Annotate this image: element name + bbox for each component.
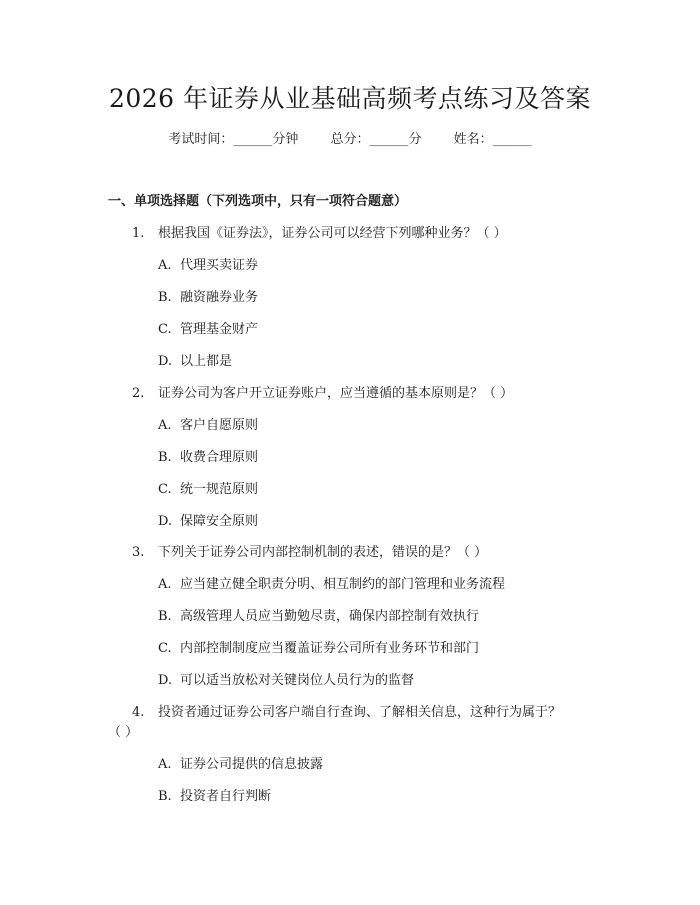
page-title: 2026 年证券从业基础高频考点练习及答案 [108,84,592,113]
question-stem: 证券公司为客户开立证券账户，应当遵循的基本原则是？（ ） [158,386,514,401]
question-number: 4. [132,705,145,720]
option-letter: C. [158,482,172,497]
option-text: 管理基金财产 [180,322,259,337]
option-text: 客户自愿原则 [180,418,259,433]
option-letter: A. [158,577,172,592]
option-text: 收费合理原则 [180,450,259,465]
question-number: 1. [132,226,145,241]
name-field: 姓名：______ [453,132,532,147]
question-1-option-c [158,320,258,340]
option-text: 统一规范原则 [180,482,259,497]
option-letter: B. [158,789,172,804]
option-letter: D. [158,514,173,529]
question-number: 2. [132,386,145,401]
option-text: 应当建立健全职责分明、相互制约的部门管理和业务流程 [180,577,506,592]
exam-meta [0,130,700,150]
question-1-option-a [158,256,258,276]
option-text: 保障安全原则 [180,514,259,529]
question-stem: 下列关于证券公司内部控制机制的表述，错误的是？（ ） [158,545,488,560]
option-letter: A. [158,418,172,433]
option-letter: B. [158,609,172,624]
question-1-option-d [158,352,232,372]
question-4-option-a [158,755,323,775]
question-2-option-c [158,480,258,500]
question-2-option-b [158,448,258,468]
question-3-option-d [158,671,414,691]
option-letter: B. [158,450,172,465]
question-2-option-a [158,416,258,436]
option-text: 可以适当放松对关键岗位人员行为的监督 [180,673,415,688]
question-4-stem-wrap: （ ） [108,725,139,740]
option-letter: B. [158,290,172,305]
option-text: 证券公司提供的信息披露 [180,757,324,772]
question-3-option-a [158,575,505,595]
option-letter: D. [158,354,173,369]
option-letter: A. [158,258,172,273]
question-number: 3. [132,545,145,560]
question-stem: 投资者通过证券公司客户端自行查询、了解相关信息，这种行为属于？ [158,705,562,720]
question-4-option-b [158,787,271,807]
option-letter: D. [158,673,173,688]
total-score-field: 总分：______分 [330,132,422,147]
option-letter: C. [158,641,172,656]
option-text: 内部控制制度应当覆盖证券公司所有业务环节和部门 [180,641,480,656]
exam-time-field: 考试时间：______分钟 [168,132,299,147]
question-2-option-d [158,512,258,532]
option-text: 投资者自行判断 [180,789,272,804]
question-3-option-b [158,607,479,627]
question-stem: 根据我国《证券法》，证券公司可以经营下列哪种业务？（ ） [158,226,507,241]
option-text: 以上都是 [180,354,233,369]
section-heading: 一、单项选择题（下列选项中，只有一项符合题意） [108,194,408,209]
question-1-option-b [158,288,258,308]
option-text: 高级管理人员应当勤勉尽责，确保内部控制有效执行 [180,609,480,624]
option-text: 融资融券业务 [180,290,259,305]
option-letter: A. [158,757,172,772]
option-text: 代理买卖证券 [180,258,259,273]
question-3-option-c [158,639,479,659]
option-letter: C. [158,322,172,337]
